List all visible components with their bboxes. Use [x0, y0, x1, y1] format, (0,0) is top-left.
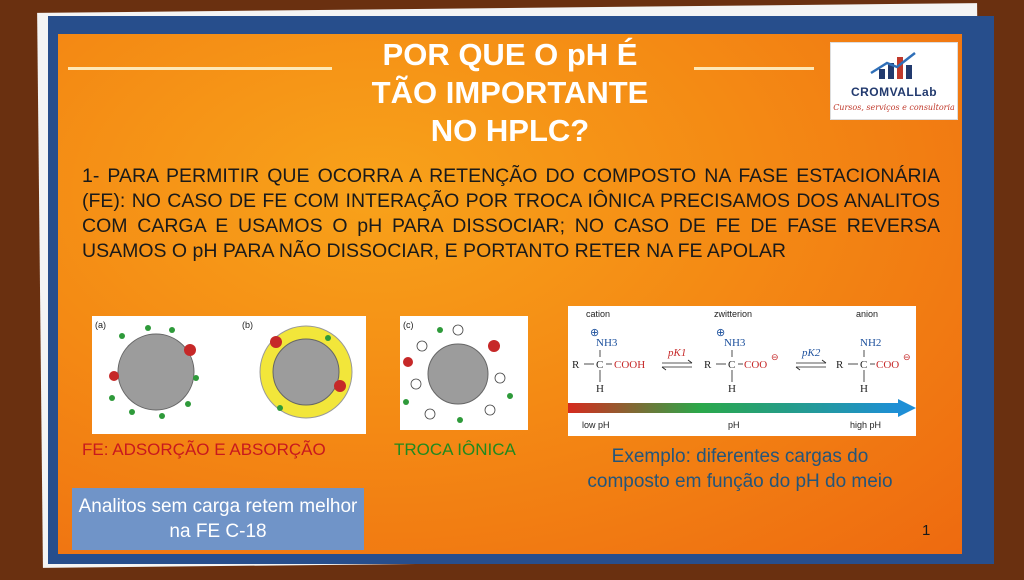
state-anion: anion: [856, 309, 879, 319]
bar-chart-icon: [831, 43, 957, 83]
svg-text:⊖: ⊖: [903, 352, 911, 362]
caption-example: Exemplo: diferentes cargas do composto em função do pH do meio: [587, 446, 893, 492]
caption-ion-exchange: TROCA IÔNICA: [394, 440, 516, 459]
cromvallab-logo: [830, 42, 958, 120]
logo-name: CROMVALLab: [850, 85, 938, 99]
body-paragraph: 1- PARA PERMITIR QUE OCORRA A RETENÇÃO DO COMPOSTO NA FASE ESTACIONÁRIA (FE): NO CASO DE FE COM INTERAÇÃO POR TROCA IÔNICA PRECISAMOS DOS ANALITOS COM CARGA E USAMOS O pH PARA DISSOCIAR; NO CASO DE FE DE FASE REVERSA USAMOS O pH PARA NÃO DISSOCIAR, E PORTANTO RETER NA FE APOLAR: [82, 165, 940, 262]
ph-gradient-bar: [568, 403, 898, 413]
pk1-label: pK1: [668, 347, 687, 359]
figure-ion-exchange: [400, 316, 528, 430]
slide-title: [58, 36, 962, 150]
r-anion: R: [836, 359, 844, 371]
coo-anion: COO: [876, 359, 900, 371]
r-zwitterion: R: [704, 359, 712, 371]
page-number: 1: [922, 522, 931, 539]
h-zwitterion: H: [728, 383, 736, 395]
high-ph-label: high pH: [850, 420, 882, 430]
title-line: TÃO IMPORTANTE: [371, 75, 649, 110]
ph-arrow-head: [898, 399, 916, 417]
c-anion: C: [860, 359, 868, 371]
nh3-zwitterion: NH3: [724, 337, 746, 349]
title-line: POR QUE O pH É: [382, 37, 638, 72]
figure-label-a: (a): [95, 320, 106, 330]
low-ph-label: low pH: [582, 420, 610, 430]
ph-label: pH: [728, 420, 740, 430]
figure-label-b: (b): [242, 320, 253, 330]
coo-zwitterion: COO: [744, 359, 768, 371]
nh2-anion: NH2: [860, 337, 882, 349]
title-line: NO HPLC?: [430, 113, 590, 148]
info-box: [72, 488, 364, 550]
c-zwitterion: C: [728, 359, 736, 371]
state-cation: cation: [586, 309, 611, 319]
ph-species-diagram: [568, 306, 916, 436]
state-zwitterion: zwitterion: [714, 309, 753, 319]
info-box-text: Analitos sem carga retem melhor na FE C-18: [78, 496, 358, 542]
svg-text:⊖: ⊖: [771, 352, 779, 362]
svg-text:⊕: ⊕: [716, 327, 726, 339]
cooh-cation: COOH: [614, 359, 646, 371]
nh3-cation: NH3: [596, 337, 618, 349]
h-cation: H: [596, 383, 604, 395]
figure-adsorption-absorption: [92, 316, 366, 434]
logo-tagline: Cursos, serviços e consultoria: [833, 103, 955, 112]
slide: [58, 34, 962, 554]
pk2-label: pK2: [802, 347, 821, 359]
figure-label-c: (c): [403, 320, 414, 330]
svg-text:⊕: ⊕: [590, 327, 600, 339]
r-cation: R: [572, 359, 580, 371]
c-cation: C: [596, 359, 604, 371]
caption-adsorption: FE: ADSORÇÃO E ABSORÇÃO: [82, 440, 326, 459]
h-anion: H: [860, 383, 868, 395]
